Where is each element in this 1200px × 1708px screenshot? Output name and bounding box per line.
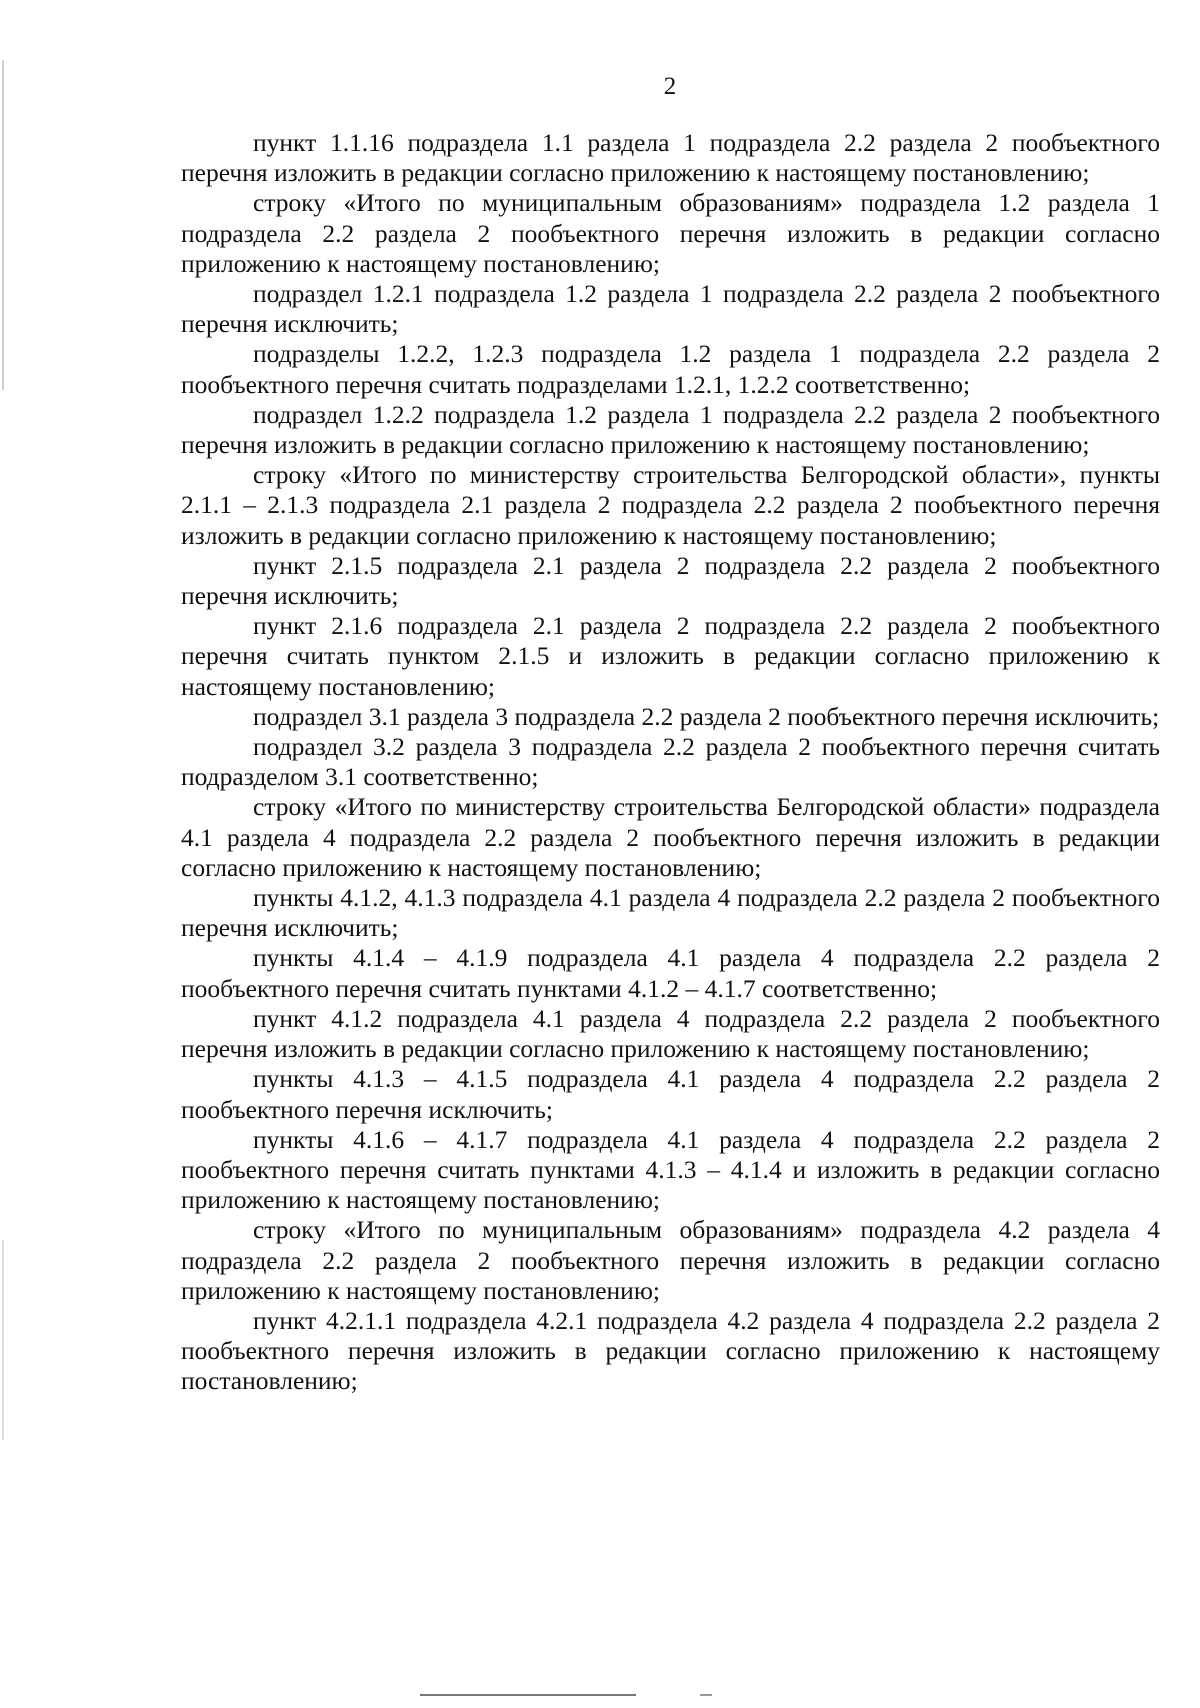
scan-edge-mark <box>2 60 4 390</box>
paragraph: пункт 2.1.6 подраздела 2.1 раздела 2 подраздела 2.2 раздела 2 пообъектного перечня считать пунктом 2.1.5 и изложить в редакции согласно приложению к настоящему постановлению; <box>181 611 1160 701</box>
paragraph: строку «Итого по министерству строительства Белгородской области», пункты 2.1.1 – 2.1.3 подраздела 2.1 раздела 2 подраздела 2.2 раздела 2 пообъектного перечня изложить в редакции согласно приложению к настоящему постановлению; <box>181 460 1160 550</box>
scan-edge-mark <box>2 1240 4 1440</box>
paragraph: пункты 4.1.4 – 4.1.9 подраздела 4.1 раздела 4 подраздела 2.2 раздела 2 пообъектного перечня считать пунктами 4.1.2 – 4.1.7 соответственно; <box>181 943 1160 1003</box>
paragraph: подраздел 3.1 раздела 3 подраздела 2.2 раздела 2 пообъектного перечня исключить; <box>253 701 1160 731</box>
paragraph: строку «Итого по министерству строительства Белгородской области» подраздела 4.1 раздела 4 подраздела 2.2 раздела 2 пообъектного перечня изложить в редакции согласно приложению к настоящему постановлению; <box>181 792 1160 882</box>
paragraph: пункты 4.1.2, 4.1.3 подраздела 4.1 раздела 4 подраздела 2.2 раздела 2 пообъектного перечня исключить; <box>181 883 1160 943</box>
paragraph: подраздел 3.2 раздела 3 подраздела 2.2 раздела 2 пообъектного перечня считать подразделом 3.1 соответственно; <box>181 732 1160 792</box>
paragraph: пункт 1.1.16 подраздела 1.1 раздела 1 подраздела 2.2 раздела 2 пообъектного перечня изложить в редакции согласно приложению к настоящему постановлению; <box>181 128 1160 188</box>
paragraph: подраздел 1.2.1 подраздела 1.2 раздела 1 подраздела 2.2 раздела 2 пообъектного перечня исключить; <box>181 279 1160 339</box>
paragraph: подразделы 1.2.2, 1.2.3 подраздела 1.2 раздела 1 подраздела 2.2 раздела 2 пообъектного перечня считать подразделами 1.2.1, 1.2.2 соответственно; <box>181 339 1160 399</box>
paragraph: пункт 4.1.2 подраздела 4.1 раздела 4 подраздела 2.2 раздела 2 пообъектного перечня изложить в редакции согласно приложению к настоящему постановлению; <box>181 1003 1160 1064</box>
paragraph: пункты 4.1.6 – 4.1.7 подраздела 4.1 раздела 4 подраздела 2.2 раздела 2 пообъектного перечня считать пунктами 4.1.3 – 4.1.4 и изложить в редакции согласно приложению к настоящему постановлению; <box>181 1124 1160 1215</box>
paragraph: пункты 4.1.3 – 4.1.5 подраздела 4.1 раздела 4 подраздела 2.2 раздела 2 пообъектного перечня исключить; <box>181 1064 1160 1124</box>
paragraph: строку «Итого по муниципальным образованиям» подраздела 4.2 раздела 4 подраздела 2.2 раздела 2 пообъектного перечня изложить в редакции согласно приложению к настоящему постановлению; <box>181 1215 1160 1305</box>
footer-rule <box>420 1694 636 1696</box>
document-body <box>181 128 1160 1397</box>
paragraph: строку «Итого по муниципальным образованиям» подраздела 1.2 раздела 1 подраздела 2.2 раздела 2 пообъектного перечня изложить в редакции согласно приложению к настоящему постановлению; <box>181 188 1160 278</box>
paragraph: пункт 2.1.5 подраздела 2.1 раздела 2 подраздела 2.2 раздела 2 пообъектного перечня исключить; <box>181 550 1160 611</box>
footer-mark <box>700 1694 712 1696</box>
page-number: 2 <box>663 73 677 100</box>
paragraph: пункт 4.2.1.1 подраздела 4.2.1 подраздела 4.2 раздела 4 подраздела 2.2 раздела 2 пообъектного перечня изложить в редакции согласно приложению к настоящему постановлению; <box>181 1305 1160 1396</box>
paragraph: подраздел 1.2.2 подраздела 1.2 раздела 1 подраздела 2.2 раздела 2 пообъектного перечня изложить в редакции согласно приложению к настоящему постановлению; <box>181 399 1160 460</box>
